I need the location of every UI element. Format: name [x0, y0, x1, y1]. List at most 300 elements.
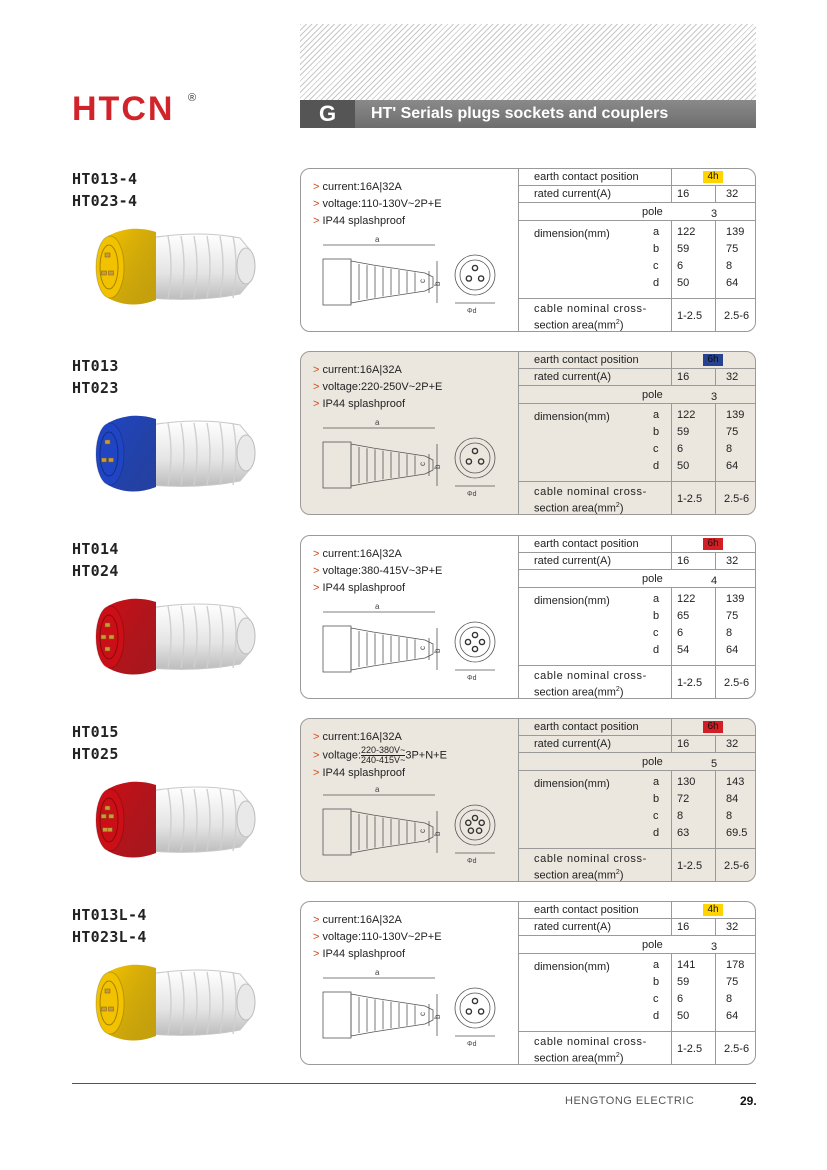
product-models: [72, 904, 147, 948]
dim-value-32: 64: [726, 644, 739, 656]
current-text: current:16A|32A: [322, 731, 402, 743]
cable-value-32: 2.5-6: [724, 493, 750, 505]
dimension-label: dimension(mm): [534, 595, 610, 607]
dim-value-16: 50: [677, 1010, 690, 1022]
cable-value-16: 1-2.5: [677, 860, 703, 872]
dimension-drawing: [315, 231, 505, 323]
dimension-row: [519, 954, 756, 1032]
spec-list: [313, 362, 442, 413]
divider: [671, 221, 672, 299]
dim-label-c: c: [418, 279, 427, 283]
dim-letter: b: [653, 976, 660, 988]
dim-label-c: c: [418, 646, 427, 650]
product-models: [72, 355, 119, 399]
earth-label: earth contact position: [534, 354, 639, 366]
dim-value-16: 65: [677, 610, 690, 622]
divider: [671, 482, 672, 515]
voltage-spec: [313, 746, 447, 765]
current-spec: [313, 546, 442, 563]
pole-row: [519, 753, 756, 771]
dim-label-a: a: [375, 968, 380, 977]
ip-spec: [313, 946, 442, 963]
cable-label: [534, 853, 647, 882]
divider: [715, 1032, 716, 1065]
rated-row: [519, 369, 756, 386]
dimension-label: dimension(mm): [534, 228, 610, 240]
cable-value-32: 2.5-6: [724, 1043, 750, 1055]
voltage-prefix: voltage:: [322, 749, 362, 762]
ip-spec: [313, 213, 442, 230]
model-number: HT023: [72, 379, 119, 397]
cable-label-line1: cable nominal cross-: [534, 1036, 647, 1048]
dim-letter: d: [653, 1010, 660, 1022]
current-text: current:16A|32A: [322, 548, 402, 560]
pole-label: pole: [642, 573, 663, 585]
spec-table: [518, 902, 756, 1064]
divider: [715, 186, 716, 203]
dim-value-16: 59: [677, 976, 690, 988]
cable-label-close: ): [619, 686, 624, 699]
cable-label-sup: 2: [615, 686, 620, 693]
dim-label-d: Φd: [467, 858, 477, 865]
pole-count: 3: [711, 941, 718, 953]
voltage-text: voltage:380-415V~3P+E: [322, 565, 443, 577]
rated-16: 16: [677, 921, 690, 933]
dim-value-32: 64: [726, 460, 739, 472]
bullet-arrow: >: [313, 565, 320, 577]
dim-value-32: 75: [726, 976, 739, 988]
voltage-suffix: 3P+N+E: [405, 749, 447, 762]
divider: [671, 553, 672, 570]
dim-value-16: 141: [677, 959, 696, 971]
dim-value-32: 75: [726, 610, 739, 622]
spec-table: [518, 536, 756, 698]
earth-position-badge: 6h: [703, 354, 723, 366]
dim-value-16: 59: [677, 426, 690, 438]
dim-value-32: 8: [726, 810, 733, 822]
divider: [671, 1032, 672, 1065]
ip-spec: [313, 765, 447, 782]
cable-label-line2: [534, 866, 647, 882]
cable-value-32: 2.5-6: [724, 860, 750, 872]
spec-list: [313, 912, 442, 963]
rated-label: rated current(A): [534, 921, 612, 933]
cable-label-line1: cable nominal cross-: [534, 303, 647, 315]
rated-row: [519, 736, 756, 753]
model-number: HT024: [72, 562, 119, 580]
model-number: HT023-4: [72, 192, 138, 210]
product-models: [72, 168, 137, 212]
model-number: HT013L-4: [72, 906, 147, 924]
divider: [671, 369, 672, 386]
dimension-row: [519, 404, 756, 482]
current-text: current:16A|32A: [322, 914, 402, 926]
dim-value-32: 75: [726, 243, 739, 255]
dim-label-c: c: [418, 1012, 427, 1016]
bullet-arrow: >: [313, 381, 320, 393]
cable-row: [519, 1032, 756, 1065]
divider: [671, 588, 672, 666]
current-text: current:16A|32A: [322, 181, 402, 193]
cable-label-close: ): [619, 502, 624, 515]
dim-label-b: b: [433, 831, 442, 836]
divider: [715, 588, 716, 666]
dim-letter: a: [653, 409, 660, 421]
dimension-drawing: [315, 781, 505, 873]
dimension-row: [519, 588, 756, 666]
footer-company: HENGTONG ELECTRIC: [565, 1095, 695, 1107]
dim-letter: a: [653, 593, 660, 605]
pole-count: 5: [711, 758, 718, 770]
cable-label-text: section area(mm: [534, 502, 616, 515]
spec-card: [300, 351, 756, 515]
cable-label-close: ): [619, 319, 624, 332]
dimension-drawing: [315, 964, 505, 1056]
rated-row: [519, 186, 756, 203]
voltage-bottom: 240-415V~: [361, 755, 406, 765]
bullet-arrow: >: [313, 398, 320, 410]
divider: [715, 369, 716, 386]
cable-value-32: 2.5-6: [724, 310, 750, 322]
spec-table: [518, 719, 756, 881]
cable-value-32: 2.5-6: [724, 677, 750, 689]
ip-spec: [313, 396, 442, 413]
divider: [671, 536, 672, 553]
dim-value-16: 6: [677, 627, 684, 639]
model-number: HT014: [72, 540, 119, 558]
cable-row: [519, 666, 756, 699]
dim-value-16: 63: [677, 827, 690, 839]
rated-16: 16: [677, 555, 690, 567]
dim-letter: b: [653, 243, 660, 255]
divider: [671, 954, 672, 1032]
model-number: HT015: [72, 723, 119, 741]
divider: [715, 221, 716, 299]
product-models: [72, 538, 119, 582]
dim-value-32: 8: [726, 443, 733, 455]
divider: [715, 954, 716, 1032]
dim-letter: c: [653, 627, 659, 639]
divider: [671, 719, 672, 736]
cable-label-close: ): [619, 869, 624, 882]
bullet-arrow: >: [313, 548, 320, 560]
dim-letter: d: [653, 277, 660, 289]
rated-32: 32: [726, 921, 739, 933]
dim-letter: b: [653, 793, 660, 805]
dim-value-16: 130: [677, 776, 696, 788]
rated-label: rated current(A): [534, 555, 612, 567]
cable-value-16: 1-2.5: [677, 1043, 703, 1055]
page-number: 29.: [740, 1094, 757, 1108]
rated-16: 16: [677, 371, 690, 383]
cable-label-line2: [534, 499, 647, 515]
cable-label-line1: cable nominal cross-: [534, 853, 647, 865]
voltage-spec: [313, 379, 442, 396]
bullet-arrow: >: [313, 749, 320, 762]
ip-rating: IP44 splashproof: [322, 948, 406, 960]
dim-letter: c: [653, 810, 659, 822]
dim-value-16: 54: [677, 644, 690, 656]
earth-row: [519, 536, 756, 553]
earth-label: earth contact position: [534, 538, 639, 550]
dimension-drawing: [315, 414, 505, 506]
cable-label-line1: cable nominal cross-: [534, 670, 647, 682]
registered-mark: ®: [188, 92, 197, 104]
divider: [715, 736, 716, 753]
ip-rating: IP44 splashproof: [322, 767, 406, 779]
cable-label-line2: [534, 316, 647, 332]
cable-label-close: ): [619, 1052, 624, 1065]
bullet-arrow: >: [313, 215, 320, 227]
spec-card: [300, 901, 756, 1065]
ip-spec: [313, 580, 442, 597]
dim-letter: d: [653, 644, 660, 656]
product-models: [72, 721, 119, 765]
dim-value-16: 50: [677, 460, 690, 472]
divider: [715, 553, 716, 570]
rated-16: 16: [677, 738, 690, 750]
pole-count: 4: [711, 575, 718, 587]
pole-row: [519, 386, 756, 404]
dim-value-32: 64: [726, 277, 739, 289]
divider: [715, 404, 716, 482]
current-spec: [313, 912, 442, 929]
divider: [715, 666, 716, 699]
dim-letter: d: [653, 460, 660, 472]
ip-rating: IP44 splashproof: [322, 398, 406, 410]
current-spec: [313, 362, 442, 379]
divider: [671, 169, 672, 186]
plug-photo: [90, 952, 260, 1052]
dim-value-16: 122: [677, 226, 696, 238]
divider: [671, 404, 672, 482]
plug-photo: [90, 216, 260, 316]
voltage-top: 220-380V~: [361, 745, 406, 755]
section-letter: G: [300, 100, 355, 128]
bullet-arrow: >: [313, 948, 320, 960]
spec-card: [300, 535, 756, 699]
model-number: HT013: [72, 357, 119, 375]
bullet-arrow: >: [313, 364, 320, 376]
dim-label-b: b: [433, 648, 442, 653]
dim-value-32: 8: [726, 260, 733, 272]
header-hatch-pattern: [300, 24, 756, 100]
spec-list: [313, 179, 442, 230]
earth-label: earth contact position: [534, 904, 639, 916]
dim-letter: b: [653, 426, 660, 438]
dim-value-32: 178: [726, 959, 745, 971]
divider: [671, 849, 672, 882]
dim-value-16: 50: [677, 277, 690, 289]
rated-label: rated current(A): [534, 371, 612, 383]
current-spec: [313, 179, 442, 196]
cable-label-text: section area(mm: [534, 1052, 616, 1065]
cable-label: [534, 486, 647, 515]
cable-row: [519, 299, 756, 332]
dim-letter: a: [653, 776, 660, 788]
divider: [715, 482, 716, 515]
cable-label: [534, 1036, 647, 1065]
dim-letter: a: [653, 959, 660, 971]
plug-photo: [90, 769, 260, 869]
pole-row: [519, 570, 756, 588]
spec-table: [518, 169, 756, 331]
earth-row: [519, 902, 756, 919]
cable-label-sup: 2: [615, 319, 620, 326]
cable-label-text: section area(mm: [534, 319, 616, 332]
earth-row: [519, 719, 756, 736]
dim-label-d: Φd: [467, 1041, 477, 1048]
dimension-label: dimension(mm): [534, 411, 610, 423]
dim-value-32: 75: [726, 426, 739, 438]
bullet-arrow: >: [313, 582, 320, 594]
dim-value-16: 6: [677, 260, 684, 272]
dim-value-16: 122: [677, 593, 696, 605]
cable-label-text: section area(mm: [534, 869, 616, 882]
divider: [715, 771, 716, 849]
divider: [671, 902, 672, 919]
dimension-row: [519, 771, 756, 849]
dim-letter: d: [653, 827, 660, 839]
dimension-row: [519, 221, 756, 299]
dim-label-a: a: [375, 785, 380, 794]
ip-rating: IP44 splashproof: [322, 582, 406, 594]
dim-value-32: 69.5: [726, 827, 748, 839]
rated-row: [519, 919, 756, 936]
dim-label-a: a: [375, 235, 380, 244]
spec-list: [313, 729, 447, 782]
bullet-arrow: >: [313, 731, 320, 743]
voltage-text: voltage:110-130V~2P+E: [322, 931, 442, 943]
voltage-spec: [313, 196, 442, 213]
earth-position-badge: 4h: [703, 904, 723, 916]
spec-table: [518, 352, 756, 514]
pole-row: [519, 936, 756, 954]
dim-letter: c: [653, 260, 659, 272]
dim-label-a: a: [375, 418, 380, 427]
cable-label-line2: [534, 683, 647, 699]
current-text: current:16A|32A: [322, 364, 402, 376]
cable-label-sup: 2: [615, 502, 620, 509]
cable-label-line2: [534, 1049, 647, 1065]
rated-16: 16: [677, 188, 690, 200]
dim-value-16: 6: [677, 443, 684, 455]
rated-32: 32: [726, 738, 739, 750]
model-number: HT023L-4: [72, 928, 147, 946]
brand-logo: HTCN: [72, 90, 175, 128]
footer-divider: [72, 1083, 756, 1084]
earth-position-badge: 6h: [703, 538, 723, 550]
pole-count: 3: [711, 208, 718, 220]
divider: [715, 849, 716, 882]
dim-label-c: c: [418, 462, 427, 466]
rated-32: 32: [726, 371, 739, 383]
pole-count: 3: [711, 391, 718, 403]
dim-label-d: Φd: [467, 308, 477, 315]
pole-label: pole: [642, 206, 663, 218]
pole-row: [519, 203, 756, 221]
cable-label: [534, 670, 647, 699]
dim-letter: a: [653, 226, 660, 238]
bullet-arrow: >: [313, 767, 320, 779]
dim-value-32: 139: [726, 226, 745, 238]
voltage-text: voltage:110-130V~2P+E: [322, 198, 442, 210]
cable-label-sup: 2: [615, 1052, 620, 1059]
pole-label: pole: [642, 389, 663, 401]
rated-label: rated current(A): [534, 188, 612, 200]
dim-value-32: 139: [726, 593, 745, 605]
dim-value-16: 6: [677, 993, 684, 1005]
model-number: HT025: [72, 745, 119, 763]
pole-label: pole: [642, 939, 663, 951]
earth-label: earth contact position: [534, 721, 639, 733]
cable-value-16: 1-2.5: [677, 310, 703, 322]
divider: [671, 771, 672, 849]
cable-label-sup: 2: [615, 869, 620, 876]
voltage-options: [361, 746, 405, 765]
earth-position-badge: 4h: [703, 171, 723, 183]
divider: [671, 299, 672, 332]
dim-letter: c: [653, 993, 659, 1005]
voltage-spec: [313, 563, 442, 580]
divider: [671, 919, 672, 936]
dim-letter: b: [653, 610, 660, 622]
rated-row: [519, 553, 756, 570]
bullet-arrow: >: [313, 931, 320, 943]
section-title: HT' Serials plugs sockets and couplers: [355, 100, 756, 128]
divider: [671, 352, 672, 369]
dim-label-d: Φd: [467, 675, 477, 682]
spec-list: [313, 546, 442, 597]
spec-card: [300, 718, 756, 882]
dim-value-32: 64: [726, 1010, 739, 1022]
cable-row: [519, 482, 756, 515]
dim-label-d: Φd: [467, 491, 477, 498]
earth-label: earth contact position: [534, 171, 639, 183]
divider: [671, 666, 672, 699]
pole-label: pole: [642, 756, 663, 768]
model-number: HT013-4: [72, 170, 138, 188]
dim-value-16: 59: [677, 243, 690, 255]
dim-value-32: 139: [726, 409, 745, 421]
dim-value-16: 8: [677, 810, 684, 822]
bullet-arrow: >: [313, 198, 320, 210]
dim-value-32: 143: [726, 776, 745, 788]
rated-32: 32: [726, 555, 739, 567]
plug-photo: [90, 403, 260, 503]
dimension-label: dimension(mm): [534, 961, 610, 973]
divider: [671, 186, 672, 203]
earth-row: [519, 169, 756, 186]
cable-value-16: 1-2.5: [677, 493, 703, 505]
cable-label: [534, 303, 647, 332]
voltage-spec: [313, 929, 442, 946]
rated-label: rated current(A): [534, 738, 612, 750]
dim-letter: c: [653, 443, 659, 455]
earth-position-badge: 6h: [703, 721, 723, 733]
divider: [715, 299, 716, 332]
current-spec: [313, 729, 447, 746]
dim-label-a: a: [375, 602, 380, 611]
ip-rating: IP44 splashproof: [322, 215, 406, 227]
divider: [715, 919, 716, 936]
rated-32: 32: [726, 188, 739, 200]
dim-label-b: b: [433, 464, 442, 469]
dim-label-c: c: [418, 829, 427, 833]
cable-label-text: section area(mm: [534, 686, 616, 699]
dim-value-32: 8: [726, 993, 733, 1005]
divider: [671, 736, 672, 753]
